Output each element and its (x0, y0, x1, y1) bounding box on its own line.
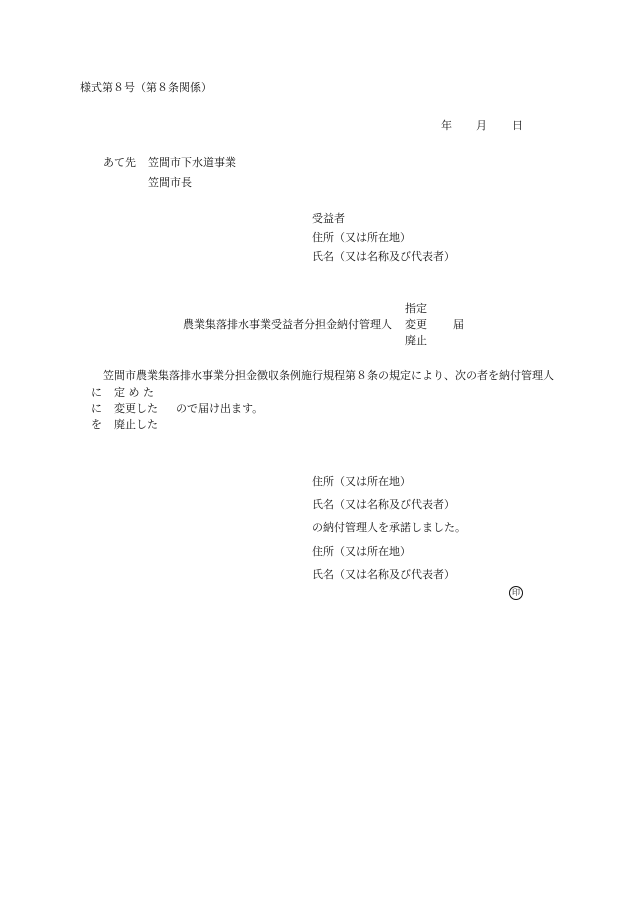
beneficiary-name: 氏名（又は名称及び代表者） (312, 250, 455, 263)
title-option-change: 変更 (405, 318, 427, 331)
addressee-line2: 笠間市長 (148, 176, 192, 189)
manager-address: 住所（又は所在地） (312, 475, 411, 488)
manager-name: 氏名（又は名称及び代表者） (312, 498, 455, 511)
body-row2-tail: ので届け出ます。 (176, 402, 264, 415)
date-year: 年 (441, 119, 452, 132)
seal-mark: 印 (509, 586, 523, 600)
manager-acceptance: の納付管理人を承諾しました。 (312, 521, 466, 534)
beneficiary-heading: 受益者 (312, 212, 345, 225)
body-row1-verb: 定 め た (114, 386, 154, 399)
title-main: 農業集落排水事業受益者分担金納付管理人 (183, 318, 392, 331)
beneficiary-address: 住所（又は所在地） (312, 231, 411, 244)
body-row2-verb: 変更した (114, 402, 158, 415)
body-row2-particle: に (91, 402, 102, 415)
title-option-abolish: 廃止 (405, 334, 427, 347)
addressee-line1: 笠間市下水道事業 (148, 156, 236, 169)
addressee-label: あて先 (103, 156, 136, 169)
title-suffix: 届 (453, 318, 464, 331)
form-number: 様式第８号（第８条関係） (80, 81, 212, 94)
body-row3-verb: 廃止した (114, 418, 158, 431)
date-month: 月 (476, 119, 487, 132)
body-row1-particle: に (91, 386, 102, 399)
manager-address2: 住所（又は所在地） (312, 545, 411, 558)
manager-name2: 氏名（又は名称及び代表者） (312, 568, 455, 581)
body-line1: 笠間市農業集落排水事業分担金徴収条例施行規程第８条の規定により、次の者を納付管理人 (103, 369, 554, 382)
date-day: 日 (512, 119, 523, 132)
body-row3-particle: を (91, 418, 102, 431)
title-option-designate: 指定 (405, 302, 427, 315)
